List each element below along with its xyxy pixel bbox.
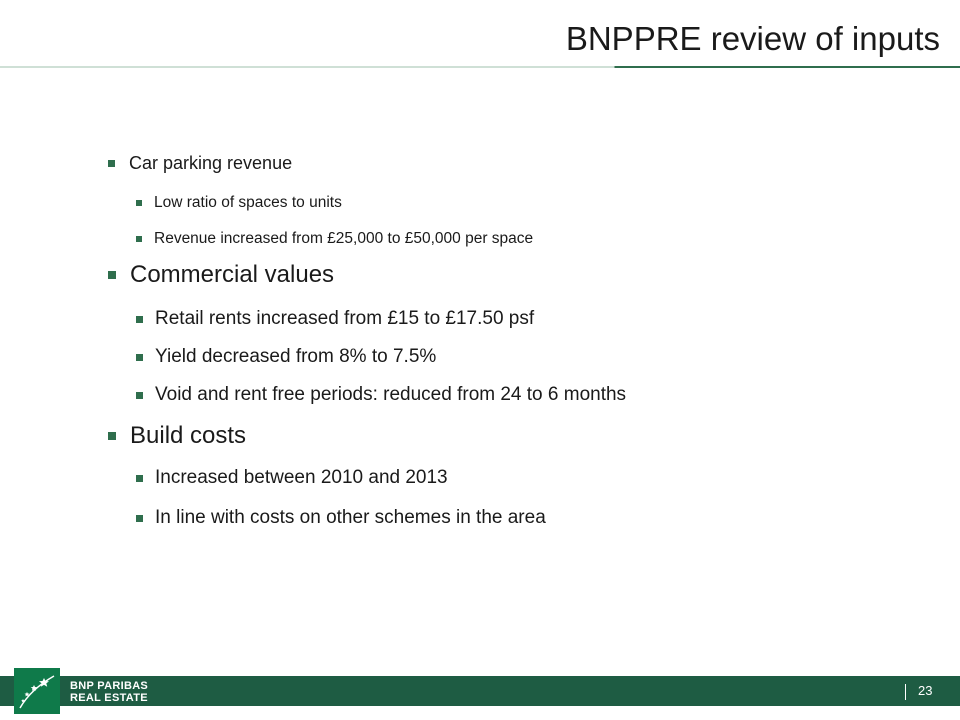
sub-bullet-ratio — [136, 194, 342, 212]
square-bullet-icon — [108, 160, 115, 167]
bullet-text: Revenue increased from £25,000 to £50,000 per space — [154, 230, 534, 247]
bullet-text: Yield decreased from 8% to 7.5% — [155, 346, 437, 367]
bullet-car-parking — [108, 153, 292, 174]
bullet-text: Commercial values — [130, 261, 335, 288]
bullet-text: Low ratio of spaces to units — [154, 194, 342, 211]
bullet-commercial-values — [108, 261, 334, 289]
sub-bullet-retail-rents — [136, 308, 534, 330]
bnp-paribas-stars-logo-icon — [14, 668, 60, 714]
brand-logo-text — [70, 680, 148, 704]
bullet-build-costs — [108, 422, 246, 450]
sub-bullet-void-periods — [136, 384, 626, 406]
square-bullet-icon — [136, 475, 143, 482]
logo-line-1: BNP PARIBAS — [70, 680, 149, 692]
square-bullet-icon — [136, 316, 143, 323]
square-bullet-icon — [108, 271, 116, 279]
square-bullet-icon — [136, 515, 143, 522]
square-bullet-icon — [108, 432, 116, 440]
sub-bullet-revenue — [136, 230, 533, 248]
footer-divider — [905, 684, 906, 700]
bullet-text: Retail rents increased from £15 to £17.50 psf — [155, 308, 535, 329]
slide-title: BNPPRE review of inputs — [565, 20, 940, 57]
sub-bullet-in-line — [136, 507, 546, 529]
square-bullet-icon — [136, 392, 143, 399]
bullet-text: In line with costs on other schemes in the area — [155, 507, 546, 528]
square-bullet-icon — [136, 354, 143, 361]
sub-bullet-yield — [136, 346, 436, 368]
bullet-text: Build costs — [130, 422, 247, 449]
bullet-text: Car parking revenue — [129, 153, 293, 173]
page-number: 23 — [918, 683, 933, 698]
bullet-text: Void and rent free periods: reduced from 24 to 6 months — [155, 384, 627, 405]
logo-line-2: REAL ESTATE — [70, 692, 148, 704]
bullet-text: Increased between 2010 and 2013 — [155, 467, 448, 488]
square-bullet-icon — [136, 200, 142, 206]
sub-bullet-increased — [136, 467, 448, 489]
square-bullet-icon — [136, 236, 142, 242]
